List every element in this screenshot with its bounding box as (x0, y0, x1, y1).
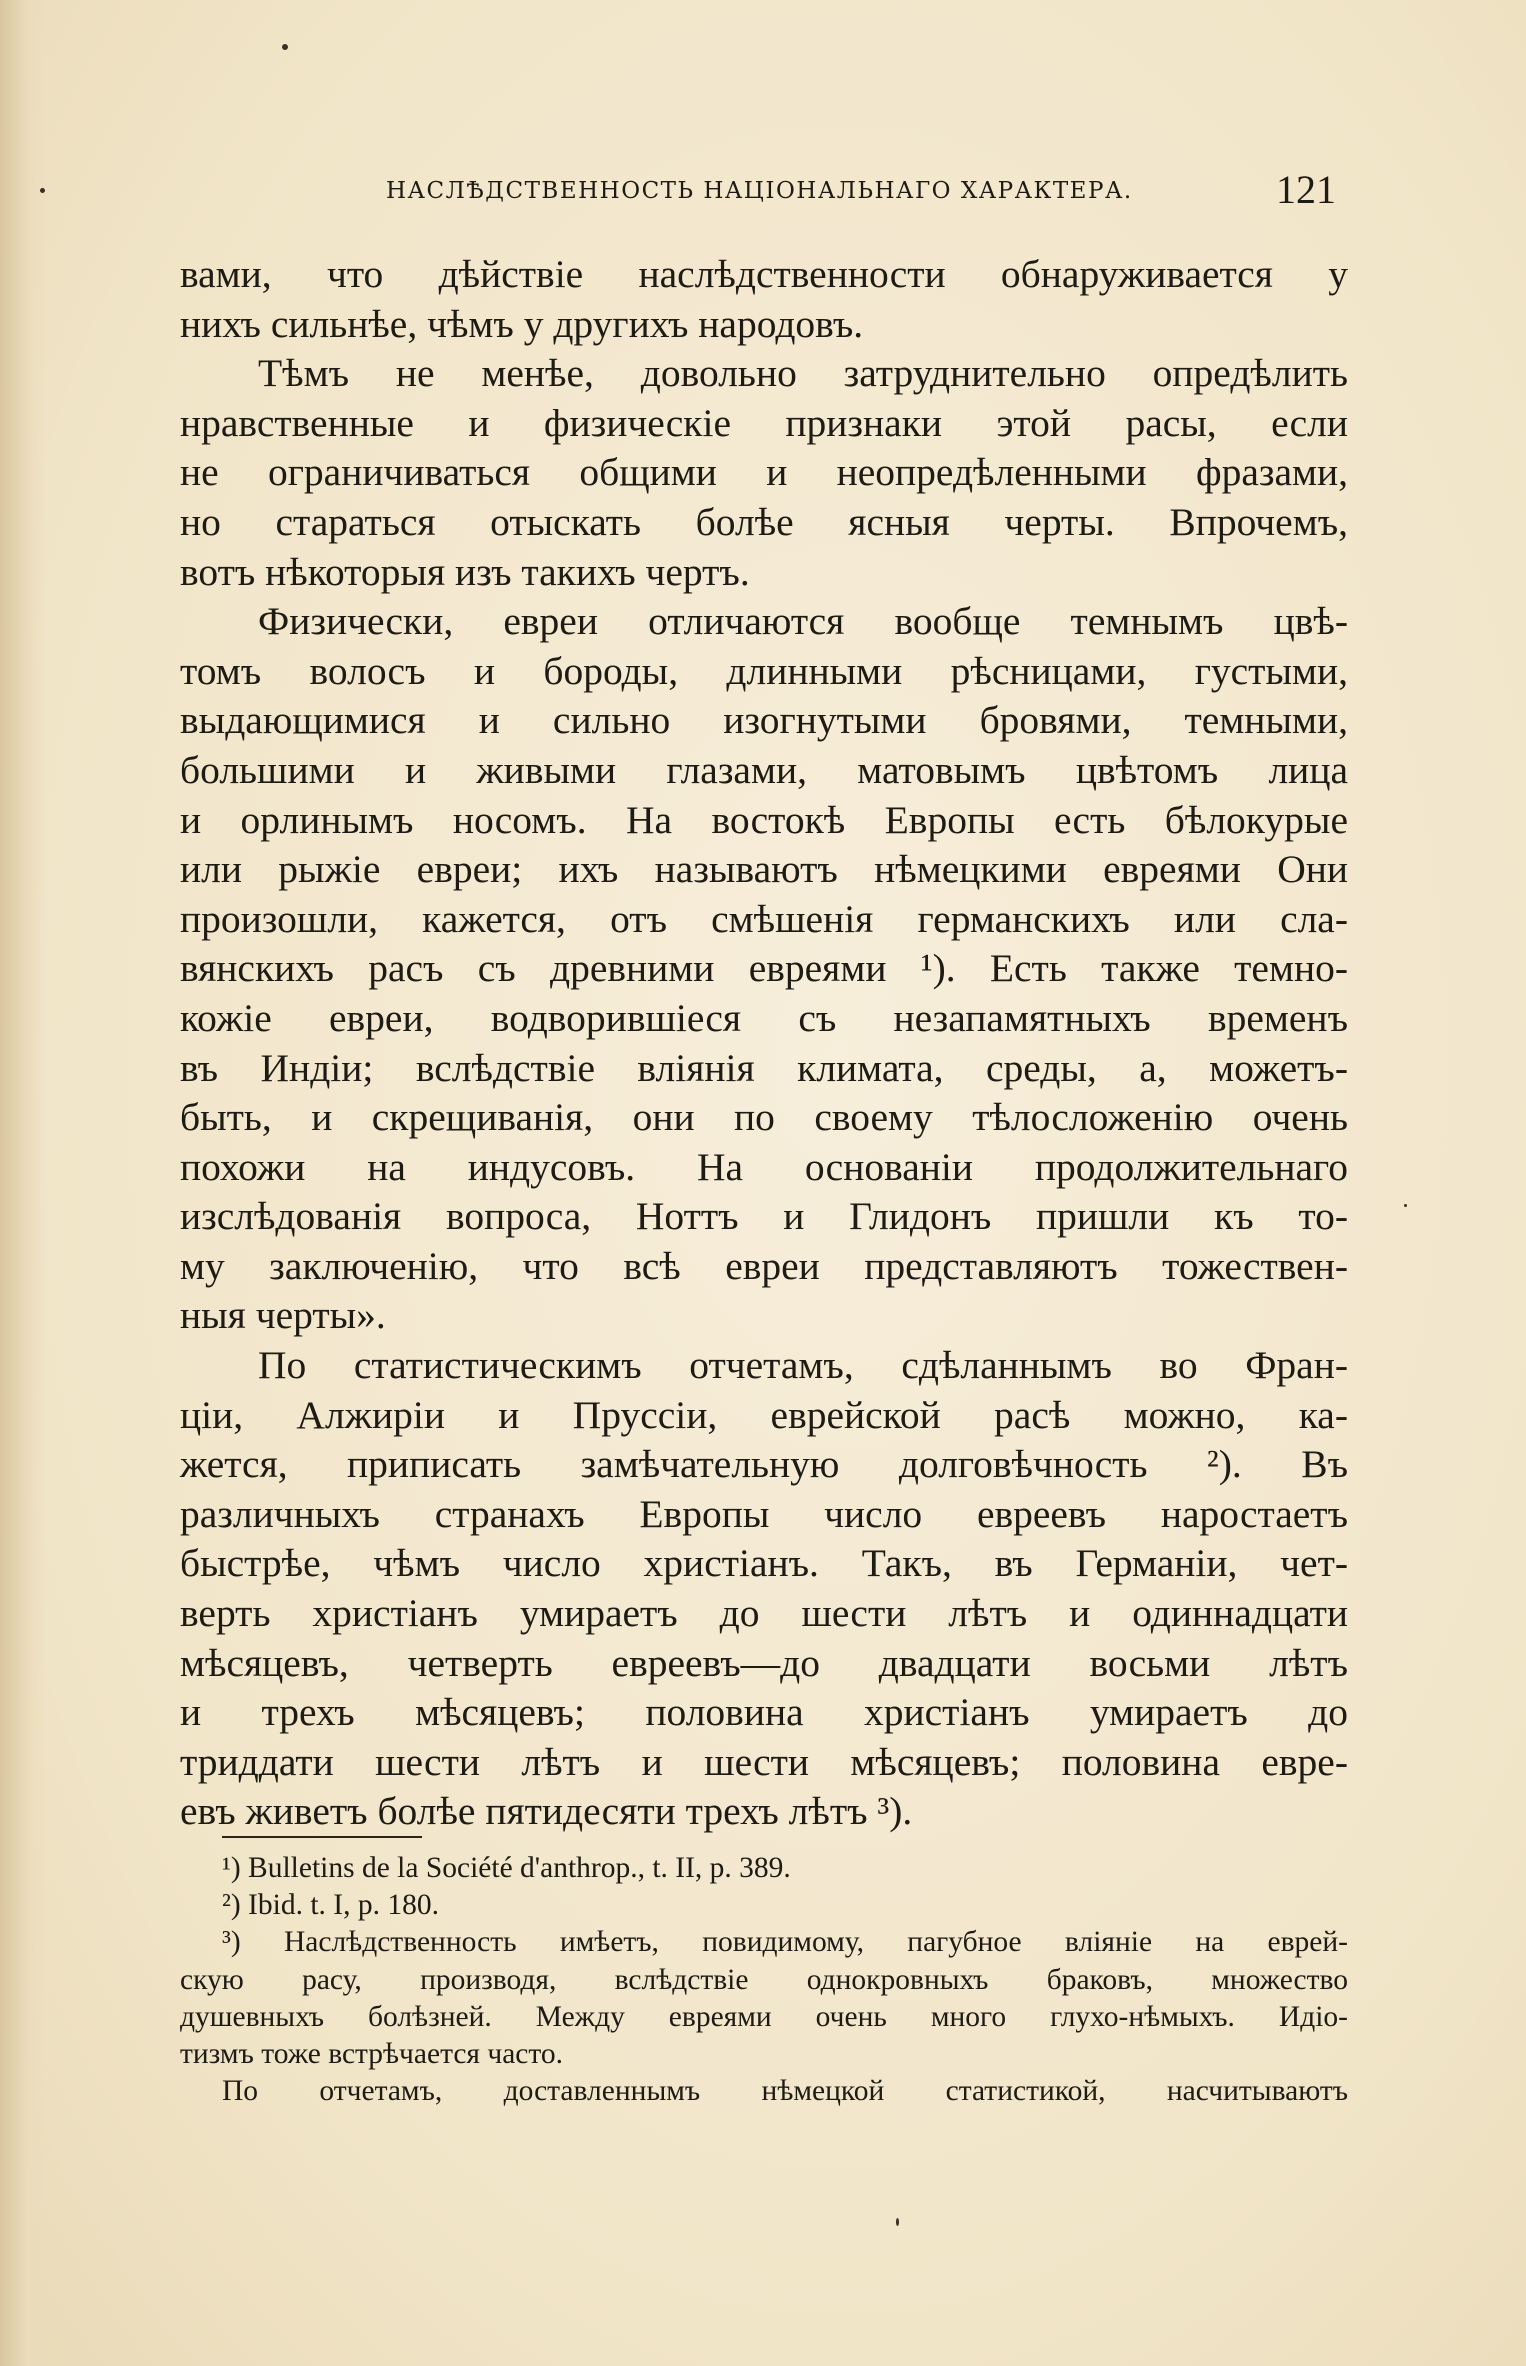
footnote-3-cont: тизмъ тоже встрѣчается часто. (180, 2037, 564, 2070)
text-line: изслѣдованія вопроса, Ноттъ и Глидонъ пришли къ то- (180, 1194, 1348, 1239)
text-line: и трехъ мѣсяцевъ; половина христіанъ умираетъ до (180, 1690, 1348, 1735)
ink-speck (282, 44, 288, 50)
text-line: быть, и скрещиванія, они по своему тѣлосложенію очень (180, 1095, 1348, 1140)
text-line: ныя черты». (180, 1293, 386, 1338)
footnote-3-cont: душевныхъ болѣзней. Между евреями очень много глухо-нѣмыхъ. Идіо- (180, 2000, 1348, 2033)
ink-speck (896, 2218, 899, 2226)
text-line: вотъ нѣкоторыя изъ такихъ чертъ. (180, 549, 750, 594)
ink-speck (40, 188, 45, 193)
ink-speck (1404, 1204, 1407, 1207)
text-line: жется, приписать замѣчательную долговѣчность ²). Въ (180, 1442, 1348, 1487)
text-line: не ограничиваться общими и неопредѣленными фразами, (180, 450, 1348, 495)
text-line: быстрѣе, чѣмъ число христіанъ. Такъ, въ Германіи, чет- (180, 1541, 1348, 1586)
text-line: большими и живыми глазами, матовымъ цвѣтомъ лица (180, 747, 1348, 792)
text-line: и орлинымъ носомъ. На востокѣ Европы есть бѣлокурые (180, 797, 1348, 842)
text-line: различныхъ странахъ Европы число евреевъ наростаетъ (180, 1491, 1348, 1536)
text-line: евъ живетъ болѣе пятидесяти трехъ лѣтъ ³). (180, 1789, 913, 1834)
text-line: произошли, кажется, отъ смѣшенія германскихъ или сла- (180, 896, 1348, 941)
text-line: По статистическимъ отчетамъ, сдѣланнымъ во Фран- (258, 1343, 1348, 1388)
text-line: или рыжіе евреи; ихъ называютъ нѣмецкими евреями Они (180, 847, 1348, 892)
text-line: Тѣмъ не менѣе, довольно затруднительно опредѣлить (258, 351, 1348, 396)
text-line: вами, что дѣйствіе наслѣдственности обнаруживается у (180, 252, 1348, 296)
text-line: ціи, Алжиріи и Пруссіи, еврейской расѣ можно, ка- (180, 1392, 1348, 1437)
text-line: кожіе евреи, водворившіеся съ незапамятныхъ временъ (180, 995, 1348, 1040)
text-line: нравственные и физическіе признаки этой расы, если (180, 400, 1348, 445)
text-line: триддати шести лѣтъ и шести мѣсяцевъ; половина евре- (180, 1739, 1348, 1784)
text-line: выдающимися и сильно изогнутыми бровями, темными, (180, 698, 1348, 743)
text-line: но стараться отыскать болѣе ясныя черты. Впрочемъ, (180, 499, 1348, 544)
text-line: нихъ сильнѣе, чѣмъ у другихъ народовъ. (180, 301, 864, 346)
footnote-1: ¹) Bulletins de la Société d'anthrop., t. II, p. 389. (222, 1852, 791, 1884)
running-head (180, 166, 1342, 216)
footnote-rule (222, 1836, 422, 1838)
footnotes (180, 1850, 1348, 2110)
text-line: верть христіанъ умираетъ до шести лѣтъ и одиннадцати (180, 1591, 1348, 1636)
page-spine-shadow (0, 0, 46, 2366)
page-number: 121 (1276, 167, 1336, 212)
footnote-2: ²) Ibid. t. I, p. 180. (222, 1889, 439, 1922)
running-title: НАСЛѢДСТВЕННОСТЬ НАЦІОНАЛЬНАГО ХАРАКТЕРА. (386, 178, 1133, 204)
footnote-3: ³) Наслѣдственность имѣетъ, повидимому, пагубное вліяніе на еврей- (222, 1926, 1348, 1959)
text-line: въ Индіи; вслѣдствіе вліянія климата, среды, а, можетъ- (180, 1045, 1348, 1090)
text-line: похожи на индусовъ. На основаніи продолжительнаго (180, 1144, 1348, 1189)
text-line: томъ волосъ и бороды, длинными рѣсницами, густыми, (180, 648, 1348, 693)
text-line: му заключенію, что всѣ евреи представляютъ тожествен- (180, 1243, 1348, 1288)
footnote-3-cont: скую расу, производя, вслѣдствіе однокровныхъ браковъ, множество (180, 1963, 1348, 1996)
text-line: Физически, евреи отличаются вообще темнымъ цвѣ- (258, 599, 1348, 644)
text-line: вянскихъ расъ съ древними евреями ¹). Есть также темно- (180, 946, 1348, 991)
text-line: мѣсяцевъ, четверть евреевъ—до двадцати восьми лѣтъ (180, 1640, 1348, 1685)
footnote-3-cont: По отчетамъ, доставленнымъ нѣмецкой статистикой, насчитываютъ (222, 2075, 1348, 2108)
main-text (180, 250, 1348, 1837)
